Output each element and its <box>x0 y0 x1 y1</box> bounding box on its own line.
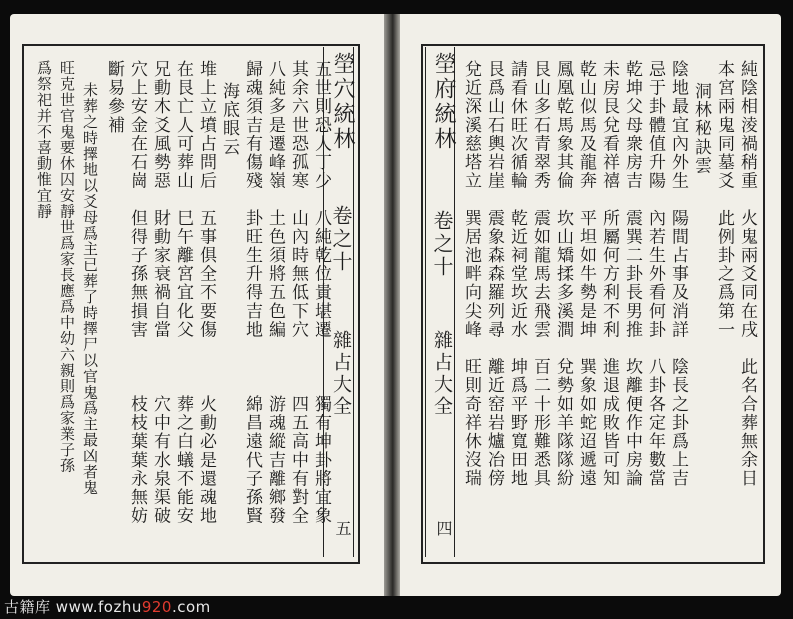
text-column: 艮山多石青翠秀 震如龍馬去飛雲 百二十形難悉具 <box>530 60 550 488</box>
text-column: 火動必是還魂地 <box>196 395 216 526</box>
text-column: 歸魂須吉有傷殘 卦旺生升得吉地 <box>242 60 262 339</box>
watermark-url-suffix: .com <box>171 598 211 616</box>
spine-volume: 卷之十 <box>430 210 454 279</box>
text-column: 枝枝葉葉永無妨 <box>127 395 147 526</box>
book-gutter <box>384 14 400 596</box>
page-number: 五 <box>333 520 352 536</box>
text-column: 旺克世官鬼要休囚安靜世爲家長應爲中幼六親則爲家業子孫 <box>58 60 76 474</box>
text-column: 在艮亡人可葬山 巳午離宮宜化父 <box>173 60 193 339</box>
spine-title: 塋府統林 <box>431 52 456 152</box>
spine-subtitle: 雜占大全 <box>431 330 453 418</box>
text-column: 綿昌遠代子孫賢 <box>242 395 262 526</box>
watermark-site-name: 古籍库 <box>4 598 51 616</box>
section-heading: 海底眼云 <box>219 82 239 157</box>
text-column: 忌于卦體值升陽 內若生外看何卦 八卦各定年數當 <box>645 60 665 488</box>
text-column: 本宮兩鬼同墓爻 此例卦之爲第一 <box>714 60 734 339</box>
text-column: 葬之白蟻不能安 <box>173 395 193 526</box>
text-column: 八純多是遷峰嶺 土色須將五色編 <box>265 60 285 339</box>
right-spine-rule-b <box>425 47 426 557</box>
text-column: 四五高中有對全 <box>288 395 308 526</box>
text-column: 穴中有水泉渠破 <box>150 395 170 526</box>
text-column: 乾山似馬及龍奔 平坦如牛勢是坤 巽象如蛇迢遞遠 <box>576 60 596 488</box>
text-column: 陰地最宜內外生 陽間占事及消詳 陰長之卦爲上吉 <box>668 60 688 488</box>
spine-title: 塋穴統林 <box>330 52 355 152</box>
text-column: 兌近深溪慈塔立 巽居池畔向尖峰 旺則奇祥休沒瑞 <box>461 60 481 488</box>
text-column: 純陰相淩禍稍重 火鬼兩爻同在戌 此名合葬無余日 <box>737 60 757 488</box>
text-column: 穴上安金在石崗 但得子孫無損害 <box>127 60 147 339</box>
text-column: 其余六世恐孤寒 山內時無低下穴 <box>288 60 308 339</box>
watermark-url-prefix: www.fozhu <box>55 598 142 616</box>
watermark-url-number: 920 <box>141 598 172 616</box>
text-column: 五世則恐人丁少 八純乾位貴堪遷 <box>311 60 331 339</box>
site-watermark <box>4 596 211 617</box>
text-column: 請看休旺次循輪 乾近祠堂坎近水 坤爲平野寬田地 <box>507 60 527 488</box>
section-heading: 洞林秘訣雲 <box>691 82 711 175</box>
text-column: 爲祭祀并不喜動惟宜靜 <box>35 60 53 219</box>
spine-subtitle: 雜占大全 <box>330 330 352 418</box>
text-column: 未葬之時擇地以爻母爲主已葬了時擇尸以官鬼爲主最凶者鬼 <box>81 82 99 496</box>
section-heading: 斷易參補 <box>104 60 124 135</box>
text-column: 堆上立墳占問后 五事俱全不要傷 <box>196 60 216 339</box>
text-column: 游魂縱吉離鄉發 <box>265 395 285 526</box>
spine-volume: 卷之十 <box>329 205 353 274</box>
text-column: 兄動木爻風勢惡 財動家衰禍自當 <box>150 60 170 339</box>
text-column: 獨有坤卦將宜象 <box>311 395 331 526</box>
text-column: 乾坤父母衆房吉 震巽二卦長男推 坎離便作中房論 <box>622 60 642 488</box>
text-column: 艮爲山石輿岩崖 震象森森羅列尋 離近窑岩爐冶傍 <box>484 60 504 488</box>
text-column: 鳳凰乾馬象其倫 坎山矯揉多溪澗 兌勢如羊隊隊紛 <box>553 60 573 488</box>
page-number: 四 <box>434 520 453 536</box>
text-column: 未房艮兌看祥禧 所屬何方利不利 進退成敗皆可知 <box>599 60 619 488</box>
